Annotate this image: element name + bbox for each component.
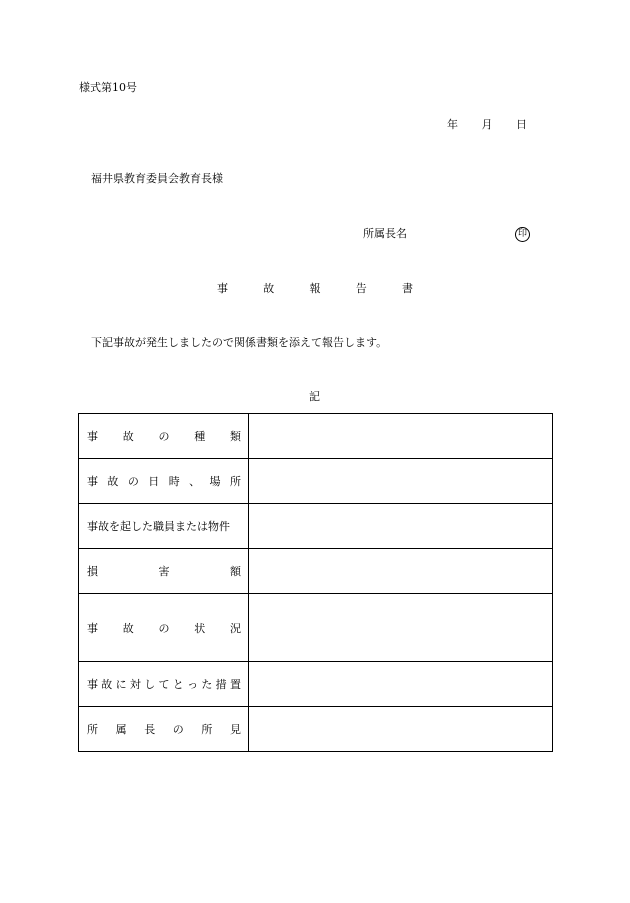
row-label	[79, 473, 248, 489]
table-row	[79, 662, 553, 707]
label-char: 故	[107, 475, 119, 488]
title-char: 故	[263, 282, 275, 295]
label-char: 所	[87, 723, 98, 736]
row-label-cell	[79, 707, 249, 752]
ki-marker: 記	[309, 390, 320, 403]
table-row	[79, 459, 553, 504]
label-char: 置	[229, 678, 241, 691]
table-row	[79, 414, 553, 459]
row-value[interactable]	[249, 594, 553, 662]
row-value[interactable]	[249, 414, 553, 459]
row-label-cell	[79, 459, 249, 504]
table-row	[79, 707, 553, 752]
row-label	[79, 676, 248, 692]
table-row	[79, 594, 553, 662]
row-value[interactable]	[249, 662, 553, 707]
form-number: 様式第10号	[79, 81, 137, 94]
row-label-cell	[79, 594, 249, 662]
date-line	[447, 118, 527, 132]
label-char: 所	[229, 475, 241, 488]
row-value[interactable]	[249, 459, 553, 504]
table-row	[79, 549, 553, 594]
row-value[interactable]	[249, 707, 553, 752]
label-char: た	[201, 678, 213, 691]
title-char: 報	[309, 282, 321, 295]
label-char: の	[172, 723, 184, 736]
row-label-cell	[79, 414, 249, 459]
label-char: 害	[158, 565, 170, 578]
label-char: 種	[194, 430, 206, 443]
table-row	[79, 504, 553, 549]
label-char: 対	[129, 678, 141, 691]
addressee: 福井県教育委員会教育長様	[91, 172, 223, 185]
label-char: の	[127, 475, 139, 488]
title-char: 事	[217, 282, 228, 295]
row-label-cell	[79, 549, 249, 594]
label-char: 故	[122, 430, 134, 443]
sender-name-label: 所属長名	[363, 227, 407, 240]
title-char: 告	[355, 282, 367, 295]
label-char: 事	[87, 678, 98, 691]
label-char: 見	[229, 723, 241, 736]
label-char: の	[158, 621, 170, 635]
title-char: 書	[402, 282, 413, 295]
row-label	[79, 721, 248, 737]
label-char: 状	[194, 621, 206, 635]
document-title	[217, 282, 413, 296]
label-char: 日	[148, 475, 160, 488]
label-char: 故	[101, 678, 113, 691]
row-label	[79, 563, 248, 579]
label-char: 事	[87, 475, 98, 488]
label-char: っ	[187, 678, 199, 691]
row-value[interactable]	[249, 504, 553, 549]
label-char: 事	[87, 430, 98, 443]
row-label-cell	[79, 504, 249, 549]
label-char: 事	[87, 621, 98, 635]
label-char: 況	[230, 621, 241, 635]
seal-mark	[515, 226, 530, 242]
row-label-cell	[79, 662, 249, 707]
date-day: 日	[516, 118, 527, 131]
intro-text: 下記事故が発生しましたので関係書類を添えて報告します。	[91, 336, 388, 349]
date-year: 年	[447, 118, 458, 131]
label-char: 所	[201, 723, 213, 736]
label-char: 額	[230, 565, 241, 578]
label-char: 場	[209, 475, 221, 488]
row-label	[79, 428, 248, 444]
label-char: し	[144, 678, 156, 691]
seal-icon: 印	[515, 227, 530, 242]
row-label	[79, 620, 248, 636]
label-char: 類	[230, 430, 241, 443]
label-char: に	[115, 678, 127, 691]
label-char: 、	[189, 475, 201, 488]
row-value[interactable]	[249, 549, 553, 594]
label-char: て	[158, 678, 170, 691]
label-char: 措	[215, 678, 227, 691]
label-char: 損	[87, 565, 98, 578]
label-char: 属	[115, 723, 127, 736]
report-table	[78, 413, 553, 752]
row-label: 事故を起した職員または物件	[87, 520, 230, 533]
label-char: 長	[144, 723, 156, 736]
date-month: 月	[481, 118, 493, 131]
label-char: 故	[122, 621, 134, 635]
label-char: の	[158, 430, 170, 443]
label-char: と	[172, 678, 184, 691]
label-char: 時	[168, 475, 180, 488]
